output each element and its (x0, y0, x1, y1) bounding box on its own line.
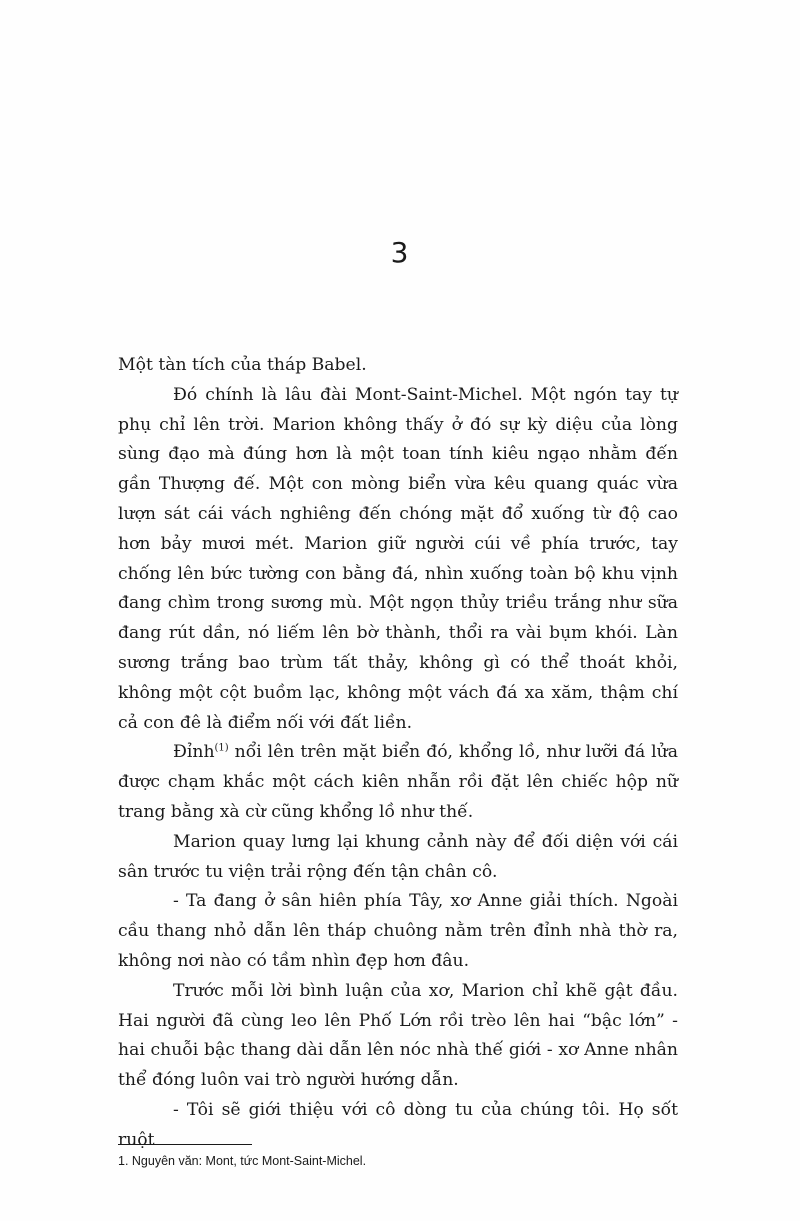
paragraph-text: Trước mỗi lời bình luận của xơ, Marion chỉ khẽ gật đầu. Hai người đã cùng leo lên Phố Lớn rồi trèo lên hai “bậc lớn” - hai chuỗi bậc thang dài dẫn lên nóc nhà thế giới - xơ Anne nhân thể đóng luôn vai trò người hướng dẫn. (118, 980, 678, 1091)
paragraph-text: Một tàn tích của tháp Babel. (118, 355, 367, 375)
paragraph-text: Đó chính là lâu đài Mont-Saint-Michel. Một ngón tay tự phụ chỉ lên trời. Marion không thấy ở đó sự kỳ diệu của lòng sùng đạo mà đúng hơn là một toan tính kiêu ngạo nhằm đến gần Thượng đế. Một con mòng biển vừa kêu quang quác vừa lượn sát cái vách nghiêng đến chóng mặt đổ xuống từ độ cao hơn bảy mươi mét. Marion giữ người cúi về phía trước, tay chống lên bức tường con bằng đá, nhìn xuống toàn bộ khu vịnh đang chìm trong sương mù. Một ngọn thủy triều trắng như sữa đang rút dần, nó liếm lên bờ thành, thổi ra vài bụm khói. Làn sương trắng bao trùm tất thảy, không gì có thể thoát khỏi, không một cột buồm lạc, không một vách đá xa xăm, thậm chí cả con đê là điểm nối với đất liền. (118, 384, 678, 733)
body-paragraph (118, 887, 678, 976)
body-paragraph (118, 977, 678, 1096)
paragraph-text: nổi lên trên mặt biển đó, khổng lồ, như lưỡi đá lửa được chạm khắc một cách kiên nhẫn rồi đặt lên chiếc hộp nữ trang bằng xà cừ cũng khổng lồ như thế. (118, 742, 678, 822)
body-paragraph (118, 1096, 678, 1156)
paragraph-text: Marion quay lưng lại khung cảnh này để đối diện với cái sân trước tu viện trải rộng đến tận chân cô. (118, 831, 678, 882)
footnote-reference: (1) (214, 742, 229, 754)
chapter-number: 3 (390, 236, 410, 269)
paragraph-text: Đỉnh (173, 742, 215, 763)
paragraph-text: - Tôi sẽ giới thiệu với cô dòng tu của chúng tôi. Họ sốt ruột (118, 1099, 678, 1150)
body-paragraph (118, 381, 678, 739)
body-paragraph (118, 828, 678, 888)
chapter-body (118, 351, 678, 1156)
footnote-divider (118, 1144, 252, 1145)
body-paragraph (118, 351, 678, 381)
paragraph-text: - Ta đang ở sân hiên phía Tây, xơ Anne giải thích. Ngoài cầu thang nhỏ dẫn lên tháp chuông nằm trên đỉnh nhà thờ ra, không nơi nào có tầm nhìn đẹp hơn đâu. (118, 891, 678, 971)
body-paragraph (118, 738, 678, 827)
footnote: 1. Nguyên văn: Mont, tức Mont-Saint-Michel. (118, 1154, 367, 1168)
